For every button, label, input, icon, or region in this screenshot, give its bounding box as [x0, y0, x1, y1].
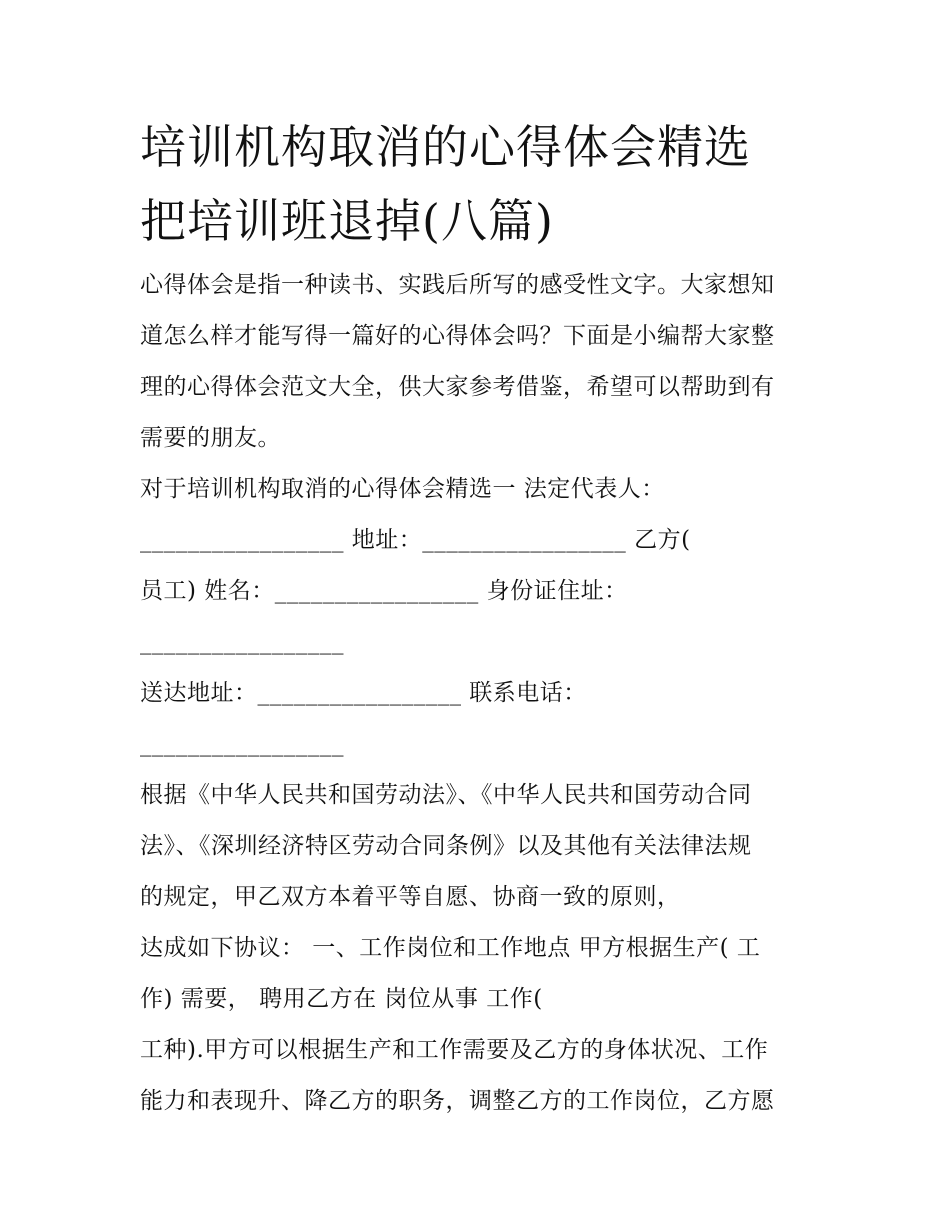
title-line-1: 培训机构取消的心得体会精选: [140, 120, 751, 174]
body-line: 需要的朋友。: [140, 425, 281, 451]
title-line-2: 把培训班退掉(八篇): [140, 194, 554, 248]
body-line: _________________: [140, 731, 344, 757]
body-line: 能力和表现升、降乙方的职务，调整乙方的工作岗位，乙方愿: [140, 1088, 775, 1114]
body-line: 达成如下协议： 一、工作岗位和工作地点 甲方根据生产( 工: [140, 935, 761, 961]
body-line: 送达地址：_________________ 联系电话：: [140, 680, 587, 706]
body-line: 作) 需要， 聘用乙方在 岗位从事 工作(: [140, 986, 543, 1012]
body-line: _________________ 地址：_________________ 乙方(: [140, 527, 691, 553]
body-line: 心得体会是指一种读书、实践后所写的感受性文字。大家想知: [140, 272, 775, 298]
body-line: 理的心得体会范文大全，供大家参考借鉴，希望可以帮助到有: [140, 374, 775, 400]
body-line: 工种).甲方可以根据生产和工作需要及乙方的身体状况、工作: [140, 1037, 769, 1063]
document-title: [140, 110, 830, 258]
document-page: [140, 110, 830, 1127]
document-body: [140, 260, 830, 1127]
body-line: 道怎么样才能写得一篇好的心得体会吗？下面是小编帮大家整: [140, 323, 775, 349]
body-line: 根据《中华人民共和国劳动法》、《中华人民共和国劳动合同: [140, 782, 752, 808]
body-line: _________________: [140, 629, 344, 655]
body-line: 员工) 姓名：_________________ 身份证住址：: [140, 578, 628, 604]
body-line: 对于培训机构取消的心得体会精选一 法定代表人：: [140, 476, 665, 502]
body-line: 的规定，甲乙双方本着平等自愿、协商一致的原则，: [140, 884, 681, 910]
body-line: 法》、《深圳经济特区劳动合同条例》以及其他有关法律法规: [140, 833, 752, 859]
